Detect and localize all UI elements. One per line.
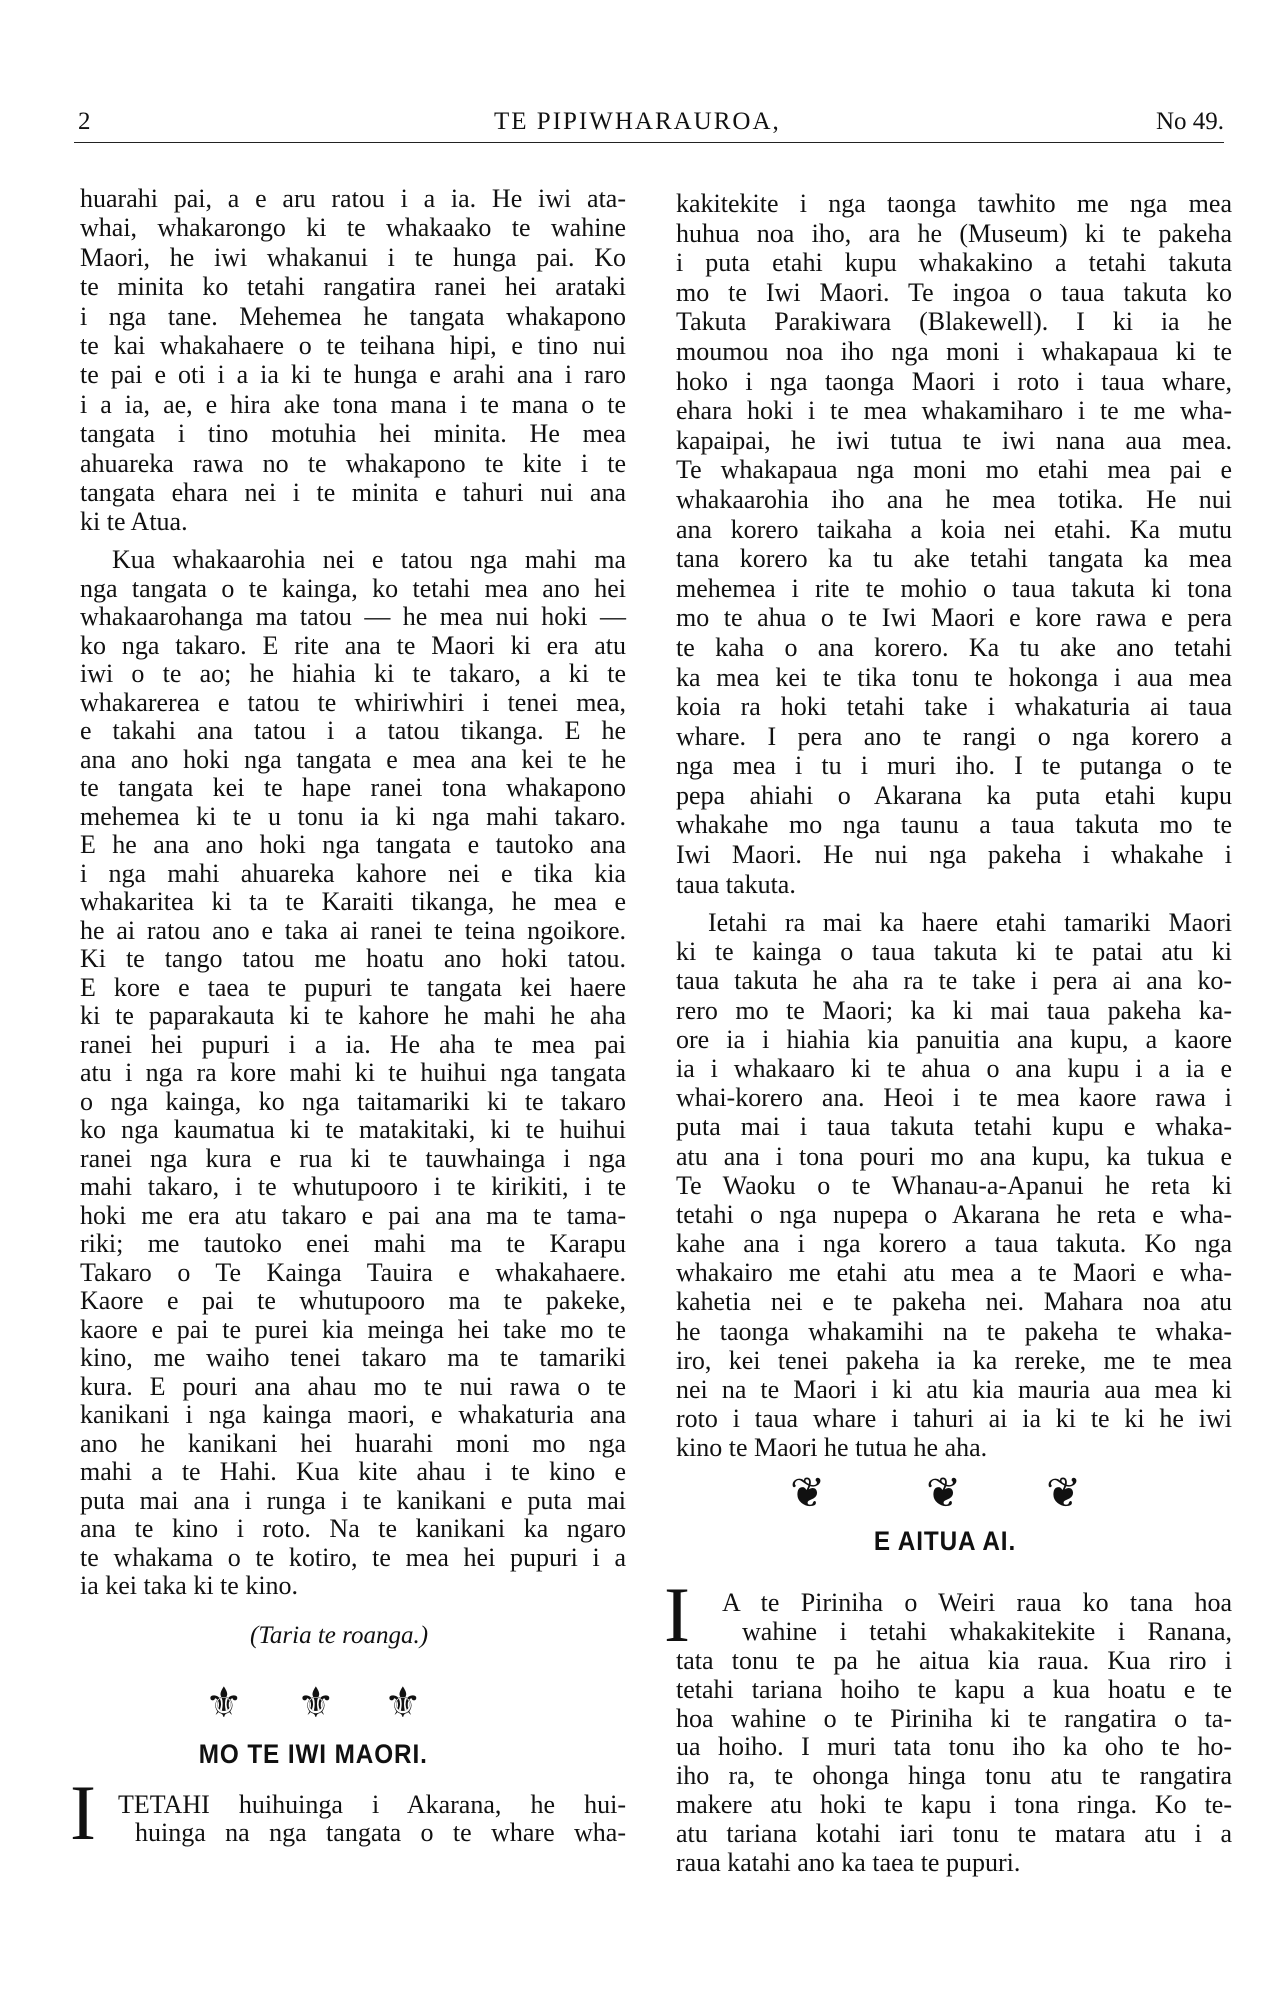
text-line: kakitekite i nga taonga tawhito me nga mea [676, 189, 1232, 218]
text-line: Ietahi ra mai ka haere etahi tamariki Maori [708, 908, 1232, 937]
text-line: huarahi pai, a e aru ratou i a ia. He iwi ata- [80, 184, 626, 213]
floral-ornament-icon: ❦ [790, 1468, 826, 1517]
text-line: ana korero taikaha a koia nei etahi. Ka mutu [676, 514, 1232, 544]
article-paragraph [80, 546, 626, 1601]
text-line: ia i whakaaro ki te ahua o ana kupu i a ia e [676, 1053, 1232, 1083]
text-line: nga mea i tu i muri iho. I te putanga o te [676, 751, 1232, 781]
text-line: ana ano hoki nga tangata e mea ana kei te he [80, 744, 626, 774]
text-line: te kaha o ana korero. Ka tu ake ano tetahi [676, 632, 1232, 662]
text-line: kino, me waiho tenei takaro ma te tamariki [80, 1343, 626, 1372]
text-line: Ki te tango tatou me hoatu ano hoki tatou. [80, 944, 626, 973]
text-line: iwi o te ao; he hiahia ki te takaro, a ki te [80, 659, 626, 688]
text-line: riki; me tautoko enei mahi ma te Karapu [80, 1229, 626, 1258]
text-line: whakaarohia iho ana he mea totika. He nui [676, 484, 1232, 514]
text-line: Kua whakaarohia nei e tatou nga mahi ma [112, 545, 626, 574]
text-line: mahi a te Hahi. Kua kite ahau i te kino e [80, 1457, 626, 1486]
text-line: Takaro o Te Kainga Tauira e whakahaere. [80, 1257, 626, 1287]
text-line: mehemea i rite te mohio o taua takuta ki tona [676, 573, 1232, 603]
text-line: he taonga whakamihi na te pakeha te whaka- [676, 1316, 1232, 1346]
text-line: tetahi o nga nupepa o Akarana he reta e wha- [676, 1199, 1232, 1229]
text-line: kaore e pai te purei kia meinga hei take mo te [80, 1314, 626, 1344]
text-line: kino te Maori he tutua he aha. [676, 1433, 988, 1463]
text-line: he ai ratou ano e taka ai ranei te teina ngoikore. [80, 915, 626, 945]
text-line: i nga tane. Mehemea he tangata whakapono [80, 301, 626, 331]
text-line: tata tonu te pa he aitua kia raua. Kua riro i [676, 1645, 1232, 1675]
text-line: puta mai ana i runga i te kanikani e puta mai [80, 1485, 626, 1515]
text-line: whakahe mo nga taunu a taua takuta mo te [676, 810, 1232, 840]
fleur-de-lis-icon: ⚜ [297, 1678, 335, 1727]
text-line: ko nga kaumatua ki te matakitaki, ki te huihui [80, 1115, 626, 1144]
text-line: nei na te Maori i ki atu kia mauria aua mea ki [676, 1375, 1232, 1404]
text-line: Te Waoku o te Whanau-a-Apanui he reta ki [676, 1170, 1232, 1200]
text-line: hoki me era atu takaro e pai ana ma te tama- [80, 1200, 626, 1230]
text-line: atu tariana kotahi iari tonu te matara atu i a [676, 1819, 1232, 1849]
text-line: E kore e taea te pupuri te tangata kei haere [80, 972, 626, 1002]
text-line: i a ia, ae, e hira ake tona mana i te mana o te [80, 389, 626, 419]
text-line: ranei hei pupuri i a ia. He aha te mea pai [80, 1029, 626, 1059]
text-line: whakairo me etahi atu mea a te Maori e wha- [676, 1258, 1232, 1288]
issue-number: No 49. [1156, 108, 1225, 135]
page-number: 2 [78, 108, 93, 135]
floral-ornament-icon: ❦ [1046, 1468, 1082, 1517]
text-line: whai-korero ana. Heoi i te mea kaore rawa i [676, 1083, 1232, 1113]
header-rule [74, 142, 1224, 143]
text-line: roto i taua whare i tahuri ai ia ki te ki he iwi [676, 1404, 1232, 1434]
floral-ornament-icon: ❦ [926, 1468, 962, 1517]
section-heading: MO TE IWI MAORI. [198, 1739, 428, 1769]
text-line: kanikani i nga kainga maori, e whakaturia ana [80, 1400, 626, 1429]
text-line: puta mai i taua takuta tetahi kupu e whaka- [676, 1112, 1232, 1142]
text-line: ki te Atua. [80, 507, 188, 537]
newspaper-title: TE PIPIWHARAUROA, [494, 108, 781, 135]
text-line: mehemea ki te u tonu ia ki nga mahi takaro. [80, 801, 626, 831]
text-line: ana te kino i roto. Na te kanikani ka ngaro [80, 1514, 626, 1543]
article-paragraph [676, 1589, 1232, 1878]
text-line: whare. I pera ano te rangi o nga korero a [676, 721, 1232, 751]
text-line: mo te ahua o te Iwi Maori e kore rawa e pera [676, 603, 1232, 633]
continued-note: (Taria te roanga.) [250, 1622, 429, 1649]
article-paragraph [676, 908, 1232, 1463]
text-line: pepa ahiahi o Akarana ka puta etahi kupu [676, 780, 1232, 810]
text-line: tana korero ka tu ake tetahi tangata ka mea [676, 544, 1232, 574]
text-line: Takuta Parakiwara (Blakewell). I ki ia he [676, 307, 1232, 337]
drop-cap: I [664, 1571, 690, 1658]
text-line: kahetia nei e te pakeha nei. Mahara noa atu [676, 1287, 1232, 1317]
text-line: kapaipai, he iwi tutua te iwi nana aua mea. [676, 425, 1232, 455]
text-line: taua takuta he aha ra te take i pera ai ana ko- [676, 966, 1232, 996]
text-line: o nga kainga, ko nga taitamariki ki te takaro [80, 1086, 626, 1116]
text-line: ranei nga kura e rua ki te tauwhainga i nga [80, 1143, 626, 1173]
text-line: iho ra, te ohonga hinga tonu atu te rangatira [676, 1761, 1232, 1791]
text-line: atu ana i tona pouri mo ana kupu, ka tukua e [676, 1141, 1232, 1171]
text-line: te pai e oti i a ia ki te hunga e arahi ana i raro [80, 360, 626, 390]
text-line: tetahi tariana hoiho te kapu a kua hoatu e te [676, 1674, 1232, 1704]
text-line: TETAHI huihuinga i Akarana, he hui- [118, 1790, 626, 1819]
text-line: e takahi ana tatou i a tatou tikanga. E he [80, 716, 626, 745]
text-line: mo te Iwi Maori. Te ingoa o taua takuta ko [676, 277, 1232, 307]
text-line: ki te kainga o taua takuta ki te patai atu ki [676, 937, 1232, 967]
text-line: taua takuta. [676, 869, 796, 899]
text-line: iro, kei tenei pakeha ia ka rereke, me te mea [676, 1345, 1232, 1375]
text-line: ahuareka rawa no te whakapono te kite i te [80, 448, 626, 478]
text-line: huinga na nga tangata o te whare wha- [135, 1818, 626, 1847]
article-paragraph [80, 1791, 626, 1847]
text-line: makere atu hoki te kapu i tona ringa. Ko te- [676, 1790, 1232, 1820]
section-heading: E AITUA AI. [873, 1526, 1017, 1556]
text-line: Te whakapaua nga moni mo etahi mea pai e [676, 455, 1232, 485]
text-line: nga tangata o te kainga, ko tetahi mea ano hei [80, 573, 626, 603]
text-line: Iwi Maori. He nui nga pakeha i whakahe i [676, 840, 1232, 870]
text-line: whai, whakarongo ki te whakaako te wahine [80, 213, 626, 243]
text-line: whakarerea e tatou te whiriwhiri i tenei mea, [80, 687, 626, 717]
text-line: A te Piriniha o Weiri raua ko tana hoa [722, 1588, 1232, 1617]
article-paragraph [676, 189, 1232, 899]
text-line: te whakama o te kotiro, te mea hei pupuri i a [80, 1542, 626, 1572]
text-line: hoko i nga taonga Maori i roto i taua whare, [676, 366, 1232, 396]
text-line: wahine i tetahi whakakitekite i Ranana, [742, 1616, 1232, 1646]
text-line: Maori, he iwi whakanui i te hunga pai. Ko [80, 242, 626, 272]
text-line: koia ra hoki tetahi take i whakaturia ai taua [676, 692, 1232, 722]
text-line: i nga mahi ahuareka kahore nei e tika kia [80, 858, 626, 888]
text-line: huhua noa iho, ara he (Museum) ki te pakeha [676, 218, 1232, 248]
text-line: mahi takaro, i te whutupooro i te kirikiti, i te [80, 1172, 626, 1201]
fleur-de-lis-icon: ⚜ [384, 1678, 422, 1727]
text-line: whakaarohanga ma tatou — he mea nui hoki — [80, 602, 626, 631]
text-line: ehara hoki i te mea whakamiharo i te me wha- [676, 396, 1232, 426]
text-line: te tangata kei te hape ranei tona whakapono [80, 773, 626, 802]
article-paragraph [80, 184, 626, 537]
text-line: kura. E pouri ana ahau mo te nui rawa o te [80, 1371, 626, 1401]
text-line: Kaore e pai te whutupooro ma te pakeke, [80, 1286, 626, 1315]
text-line: tangata ehara nei i te minita e tahuri nui ana [80, 477, 626, 507]
text-line: rero mo te Maori; ka ki mai taua pakeha ka- [676, 995, 1232, 1025]
text-line: ki te paparakauta ki te kahore he mahi he aha [80, 1001, 626, 1030]
text-line: ka mea kei te tika tonu te hokonga i aua mea [676, 662, 1232, 692]
text-line: hoa wahine o te Piriniha ki te rangatira o ta- [676, 1703, 1232, 1733]
text-line: ko nga takaro. E rite ana te Maori ki era atu [80, 630, 626, 660]
text-line: whakaritea ki ta te Karaiti tikanga, he mea e [80, 887, 626, 916]
text-line: te kai whakahaere o te teihana hipi, e tino nui [80, 330, 626, 360]
fleur-de-lis-icon: ⚜ [205, 1678, 243, 1727]
text-line: E he ana ano hoki nga tangata e tautoko ana [80, 830, 626, 859]
text-line: ano he kanikani hei huarahi moni mo nga [80, 1428, 626, 1458]
text-line: tangata i tino motuhia hei minita. He mea [80, 419, 626, 449]
text-line: raua katahi ano ka taea te pupuri. [676, 1848, 1021, 1878]
text-line: i puta etahi kupu whakakino a tetahi takuta [676, 248, 1232, 278]
text-line: ua hoiho. I muri tata tonu iho ka oho te ho- [676, 1732, 1232, 1762]
text-line: atu i nga ra kore mahi ki te huihui nga tangata [80, 1058, 626, 1087]
text-line: te minita ko tetahi rangatira ranei hei arataki [80, 272, 626, 302]
text-line: ore ia i hiahia kia panuitia ana kupu, a kaore [676, 1024, 1232, 1054]
drop-cap: I [70, 1769, 96, 1856]
text-line: kahe ana i nga korero a taua takuta. Ko nga [676, 1229, 1232, 1259]
text-line: ia kei taka ki te kino. [80, 1571, 299, 1600]
text-line: moumou noa iho nga moni i whakapaua ki te [676, 336, 1232, 366]
